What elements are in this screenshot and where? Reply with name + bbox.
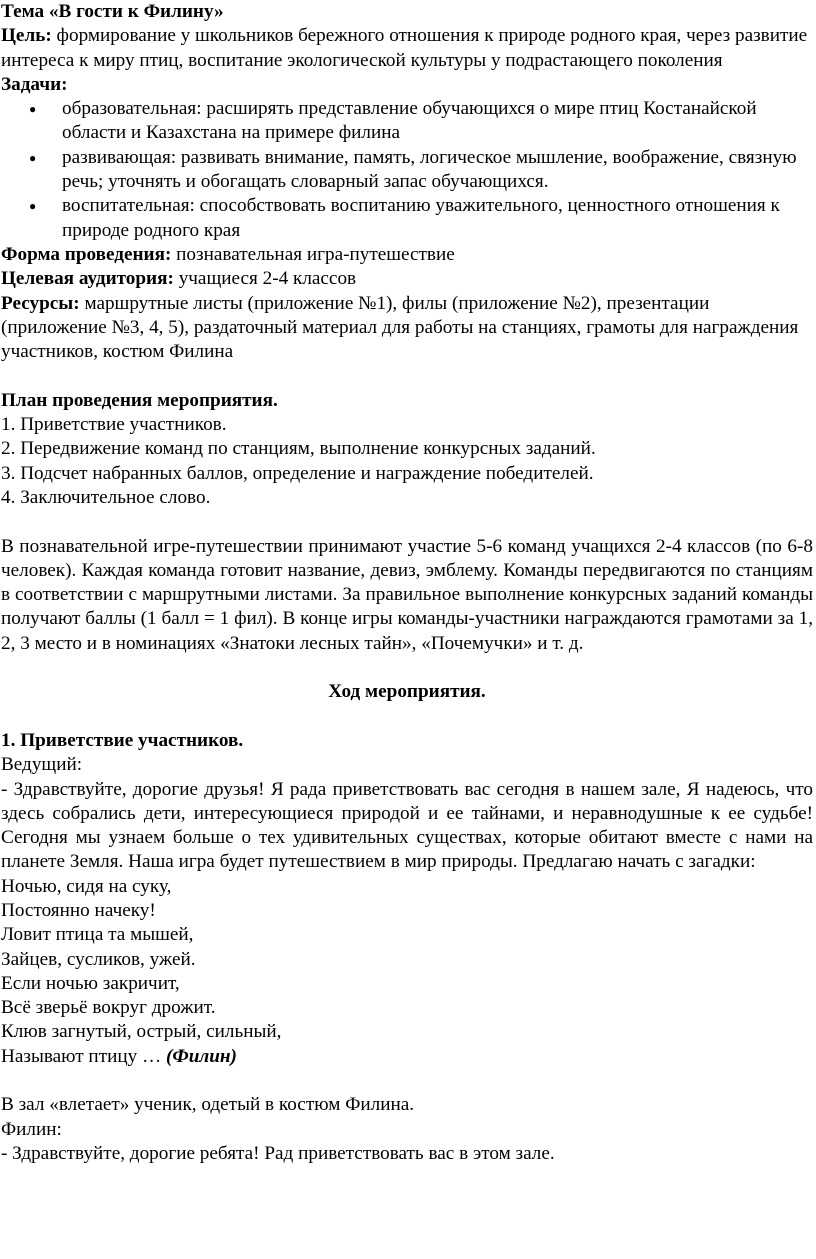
audience-paragraph <box>1 267 813 291</box>
spacer <box>1 1069 813 1093</box>
riddle-last-line <box>1 1045 813 1069</box>
plan-item: 3. Подсчет набранных баллов, определение и награждение победителей. <box>1 462 594 484</box>
list-item <box>29 146 813 195</box>
bullet-icon: ● <box>29 102 37 117</box>
resources-paragraph <box>1 292 813 365</box>
resources-text: маршрутные листы (приложение №1), филы (приложение №2), презентации (приложение №3, 4, 5), раздаточный материал для работы на станциях, грамоты для награждения участников, костюм Филина <box>1 292 799 363</box>
riddle-line: Постоянно начеку! <box>1 899 156 921</box>
spacer <box>1 364 813 388</box>
riddle-answer: (Филин) <box>166 1045 237 1067</box>
section-title <box>1 729 813 753</box>
form-text: познавательная игра-путешествие <box>171 243 455 265</box>
form-label: Форма проведения: <box>1 243 172 265</box>
tasks-list <box>1 97 813 243</box>
owl-label: Филин: <box>1 1118 62 1140</box>
spacer <box>1 656 813 680</box>
plan-item: 4. Заключительное слово. <box>1 486 211 508</box>
goal-text: формирование у школьников бережного отношения к природе родного края, через развитие интереса к миру птиц, воспитание экологической культуры у подрастающего поколения <box>1 25 808 71</box>
riddle-line: Ночью, сидя на суку, <box>1 875 172 897</box>
host-label: Ведущий: <box>1 754 83 776</box>
tasks-label: Задачи: <box>1 73 68 95</box>
host-speech: - Здравствуйте, дорогие друзья! Я рада приветствовать вас сегодня в нашем зале, Я надеюсь, что здесь собрались дети, интересующиеся природой и ее тайнами, и неравнодушные к ее судьбе! Сегодня мы узнаем больше о тех удивительных существах, которые обитают вместе с нами на планете Земля. Наша игра будет путешествием в мир природы. Предлагаю начать с загадки: <box>1 778 813 873</box>
intro-paragraph: В познавательной игре-путешествии принимают участие 5-6 команд учащихся 2-4 классов (по 6-8 человек). Каждая команда готовит название, девиз, эмблему. Команды передвигаются по станциям в соответствии с маршрутными листами. За правильное выполнение конкурсных заданий команды получают баллы (1 балл = 1 фил). В конце игры команды-участники награждаются грамотами за 1, 2, 3 место и в номинациях «Знатоки лесных тайн», «Почемучки» и т. д. <box>1 535 813 654</box>
spacer <box>1 510 813 534</box>
audience-text: учащиеся 2-4 классов <box>173 268 357 290</box>
riddle-line: Всё зверьё вокруг дрожит. <box>1 997 216 1019</box>
owl-speech: - Здравствуйте, дорогие ребята! Рад приветствовать вас в этом зале. <box>1 1142 555 1164</box>
plan-item: 1. Приветствие участников. <box>1 414 227 436</box>
riddle-line: Если ночью закричит, <box>1 972 180 994</box>
tasks-heading <box>1 73 813 97</box>
section-title-text: 1. Приветствие участников. <box>1 729 244 751</box>
theme-line <box>1 0 813 24</box>
list-item <box>29 194 813 243</box>
owl-entry: В зал «влетает» ученик, одетый в костюм Филина. <box>1 1094 415 1116</box>
task-text: образовательная: расширять представление обучающихся о мире птиц Костанайской области и Казахстана на примере филина <box>62 98 757 144</box>
goal-label: Цель: <box>1 25 52 47</box>
course-title-text: Ход мероприятия. <box>328 681 486 703</box>
goal-paragraph <box>1 24 813 73</box>
riddle-line: Ловит птица та мышей, <box>1 924 194 946</box>
riddle-last-text: Называют птицу … <box>1 1045 166 1067</box>
course-title <box>1 680 813 704</box>
plan-title <box>1 389 813 413</box>
spacer <box>1 705 813 729</box>
task-text: развивающая: развивать внимание, память, логическое мышление, воображение, связную речь; уточнять и обогащать словарный запас обучающихся. <box>62 146 797 193</box>
task-text: воспитательная: способствовать воспитанию уважительного, ценностного отношения к природе родного края <box>62 195 780 241</box>
audience-label: Целевая аудитория: <box>1 268 174 290</box>
plan-title-text: План проведения мероприятия. <box>1 389 278 411</box>
riddle-line: Зайцев, сусликов, ужей. <box>1 948 196 970</box>
bullet-icon: ● <box>29 199 37 214</box>
form-paragraph <box>1 243 813 267</box>
plan-item: 2. Передвижение команд по станциям, выполнение конкурсных заданий. <box>1 438 596 460</box>
list-item <box>29 97 813 146</box>
resources-label: Ресурсы: <box>1 292 80 314</box>
riddle-line: Клюв загнутый, острый, сильный, <box>1 1021 282 1043</box>
bullet-icon: ● <box>29 150 37 165</box>
theme-title: Тема «В гости к Филину» <box>1 1 224 22</box>
